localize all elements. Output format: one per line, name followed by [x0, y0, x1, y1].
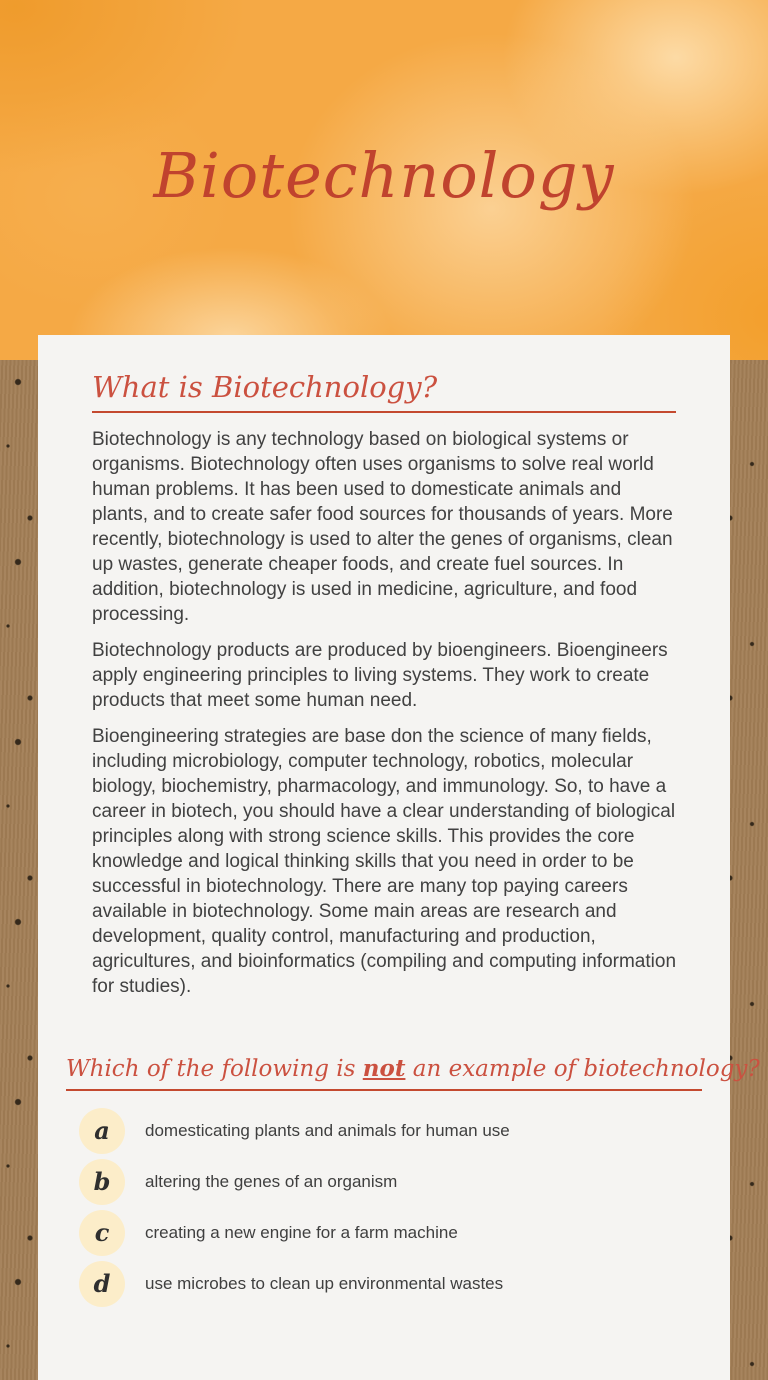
intro-heading: What is Biotechnology?	[92, 370, 438, 404]
options-list	[66, 1108, 702, 1307]
intro-section	[38, 335, 730, 999]
option-b-letter: b	[93, 1167, 111, 1197]
page-title: Biotechnology	[153, 138, 615, 212]
worksheet-card	[38, 335, 760, 1380]
intro-paragraph-1: Biotechnology is any technology based on biological systems or organisms. Biotechnology often uses organisms to solve real world human problems. It has been used to domesticate animals and plants, and to create safer food sources for thousands of years. More recently, biotechnology is used to alter the genes of organisms, clean up wastes, generate cheaper foods, and create fuel sources. In addition, biotechnology is used in medicine, agriculture, and food processing.	[92, 429, 673, 626]
intro-paragraph-3: Bioengineering strategies are base don the science of many fields, including microbiology, computer technology, robotics, molecular biology, biochemistry, pharmacology, and immunology. So, to have a career in biotech, you should have a clear understanding of biological principles along with strong science skills. This provides the core knowledge and logical thinking skills that you need in order to be successful in biotechnology. There are many top paying careers available in biotechnology. Some main areas are research and development, quality control, manufacturing and production, agricultures, and bioinformatics (compiling and computing information for studies).	[92, 726, 677, 998]
intro-heading-divider	[92, 411, 676, 413]
question-heading-divider	[66, 1089, 702, 1091]
question-prefix: Which of the following is	[66, 1056, 363, 1083]
option-a-text: domesticating plants and animals for human use	[145, 1120, 510, 1140]
option-d-text: use microbes to clean up environmental wastes	[145, 1273, 504, 1293]
option-d-letter: d	[93, 1269, 111, 1299]
option-c-badge[interactable]	[79, 1210, 125, 1256]
option-d-badge[interactable]	[79, 1261, 125, 1307]
option-d[interactable]	[79, 1261, 702, 1307]
option-a[interactable]	[79, 1108, 702, 1154]
option-c-letter: c	[94, 1218, 110, 1248]
question-suffix: an example of biotechnology?	[405, 1056, 760, 1083]
option-c[interactable]	[79, 1210, 702, 1256]
option-b-badge[interactable]	[79, 1159, 125, 1205]
question-emphasis: not	[362, 1055, 406, 1083]
option-a-letter: a	[94, 1116, 110, 1146]
option-c-text: creating a new engine for a farm machine	[145, 1222, 458, 1242]
worksheet-header	[0, 0, 768, 360]
question-section	[38, 1055, 760, 1307]
option-b[interactable]	[79, 1159, 702, 1205]
option-b-text: altering the genes of an organism	[145, 1171, 398, 1191]
intro-paragraph-2: Biotechnology products are produced by bioengineers. Bioengineers apply engineering principles to living systems. They work to create products that meet some human need.	[92, 640, 668, 712]
option-a-badge[interactable]	[79, 1108, 125, 1154]
question-heading	[66, 1055, 760, 1084]
